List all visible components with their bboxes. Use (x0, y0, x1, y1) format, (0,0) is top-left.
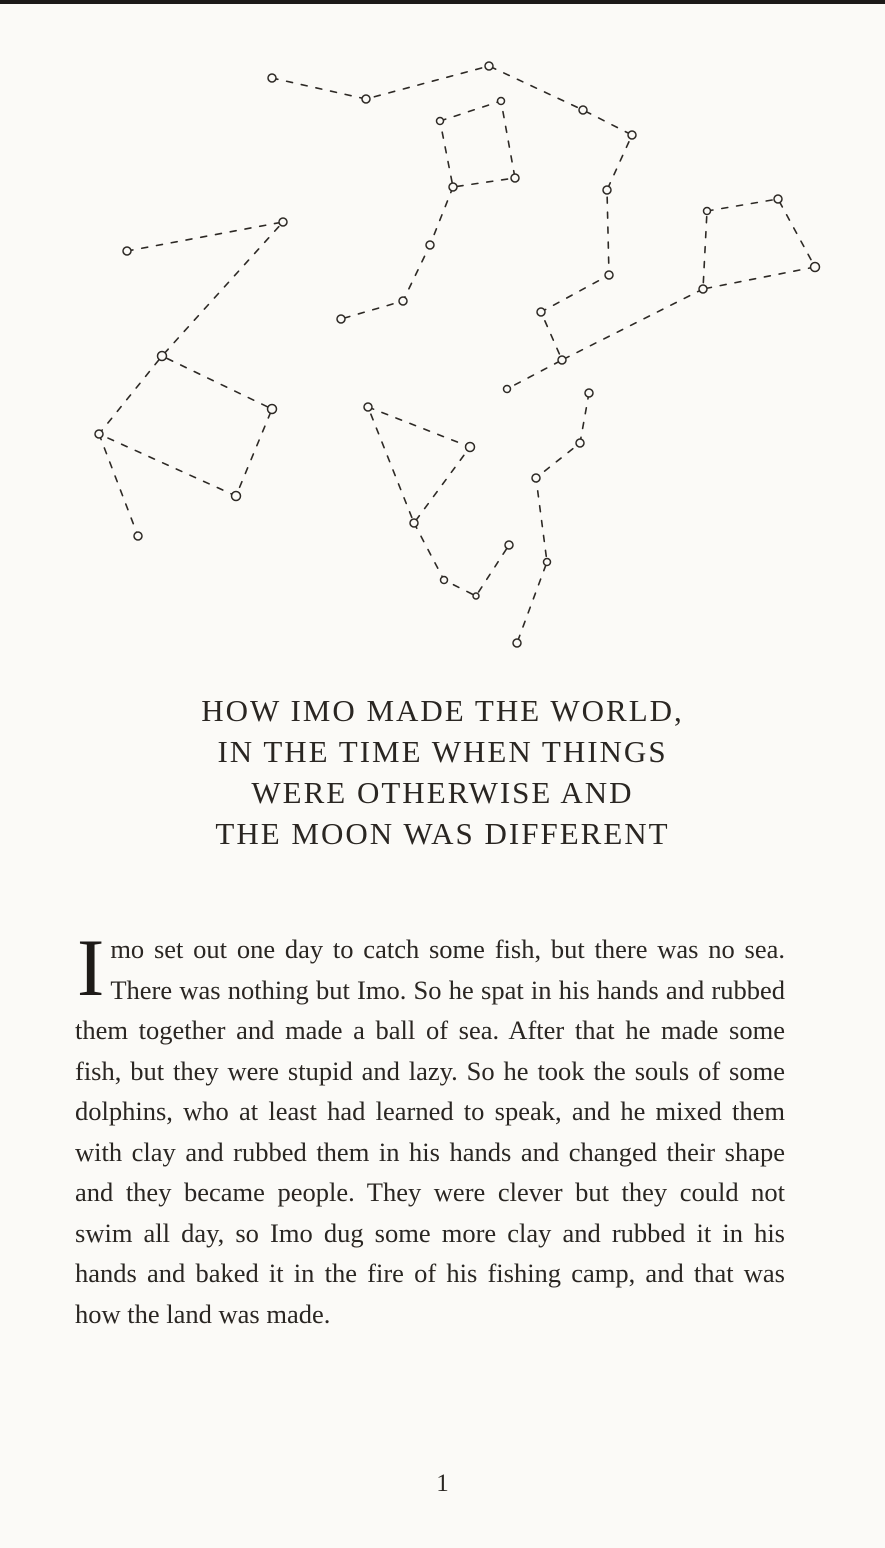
page-number: 1 (436, 1470, 449, 1497)
constellation-line-top (272, 66, 632, 389)
body-text: mo set out one day to catch some fish, but there was no sea. There was nothing but Imo. So he spat in his hands and rubbed them together and made a ball of sea. After that he made some fish, but they were stupid and lazy. So he took the souls of some dolphins, who at least had learned to speak, and he mixed them with clay and rubbed them in his hands and changed their shape and they became people. They were clever but they could not swim all day, so Imo dug some more clay and rubbed it in his hands and baked it in the fire of his fishing camp, and that was how the land was made. (75, 934, 785, 1329)
chapter-title-line-2: IN THE TIME WHEN THINGS (217, 734, 668, 769)
constellation-line-triangle-tail (414, 523, 509, 596)
chapter-title-line-3: WERE OTHERWISE AND (251, 775, 634, 810)
chapter-title-line-4: THE MOON WAS DIFFERENT (215, 816, 670, 851)
constellation-line-lower-chain (517, 393, 589, 643)
body-paragraph (75, 922, 785, 1334)
constellation-line-diamond (440, 101, 515, 187)
constellation-illustration (0, 0, 885, 680)
constellation-line-kite (99, 222, 283, 496)
constellation-line-diagonal (562, 289, 703, 360)
stars (95, 62, 820, 647)
constellation-line-triangle (368, 407, 470, 523)
constellation-line-zigzag (341, 187, 453, 319)
chapter-title (60, 690, 825, 854)
drop-cap: I (77, 922, 105, 1013)
constellation-line-trapezoid (703, 199, 815, 289)
constellation-line-kite-tail (99, 434, 138, 536)
chapter-title-line-1: HOW IMO MADE THE WORLD, (201, 693, 684, 728)
